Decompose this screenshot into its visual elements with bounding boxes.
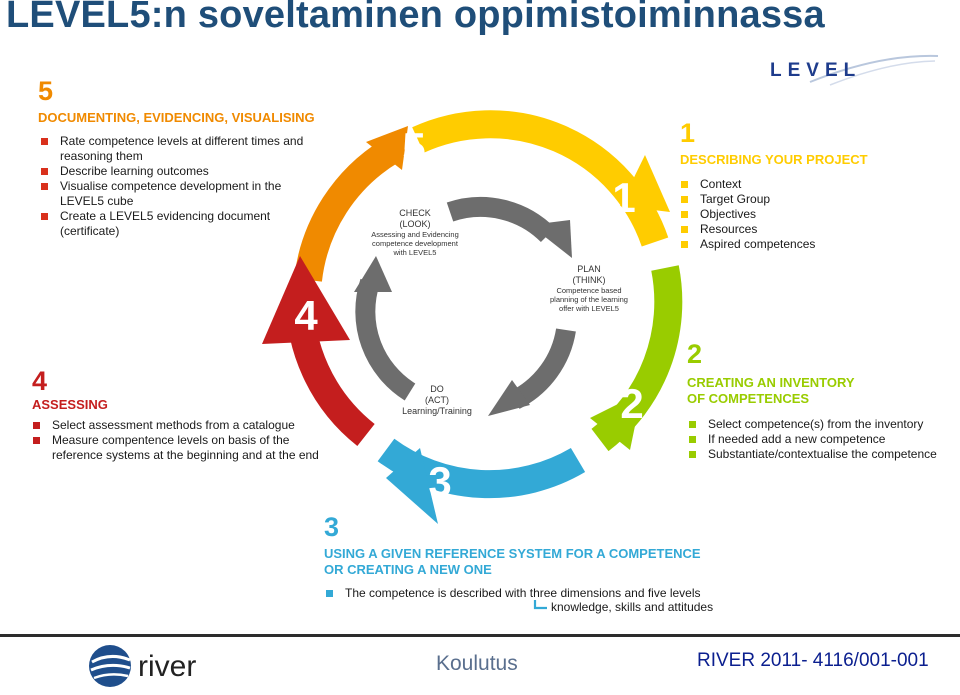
- plan-description: Competence based planning of the learning offer with LEVEL5: [550, 286, 628, 313]
- check-subtitle: (LOOK): [399, 219, 431, 229]
- section-2-heading-line1: CREATING AN INVENTORY: [687, 375, 855, 390]
- list-item: Context: [680, 177, 900, 192]
- section-3-heading-line1: USING A GIVEN REFERENCE SYSTEM FOR A COMPETENCE: [324, 546, 701, 561]
- section-3-heading-line2: OR CREATING A NEW ONE: [324, 562, 492, 577]
- footer-project-code: RIVER 2011- 4116/001-001: [697, 650, 929, 671]
- section-5-number: 5: [38, 76, 54, 106]
- inner-arrow-check-to-plan-head: [530, 220, 572, 258]
- do-subtitle: (ACT): [425, 395, 449, 405]
- section-2-heading: [687, 375, 855, 407]
- list-item: Measure compentence levels on basis of the reference systems at the beginning and at the end: [32, 433, 332, 463]
- section-5-heading: DOCUMENTING, EVIDENCING, VISUALISING: [38, 110, 315, 125]
- footer-center-text: Koulutus: [436, 652, 518, 675]
- cycle-step-5: 5: [402, 124, 426, 171]
- cycle-step-3: 3: [428, 458, 452, 505]
- list-item: Substantiate/contextualise the competence: [688, 447, 948, 462]
- list-item: Select competence(s) from the inventory: [688, 417, 948, 432]
- list-item: Resources: [680, 222, 900, 237]
- section-4-number: 4: [32, 366, 48, 396]
- plan-label: [548, 264, 630, 313]
- do-description: Learning/Training: [402, 406, 472, 416]
- do-title: DO: [430, 384, 444, 394]
- plan-title: PLAN: [577, 264, 601, 274]
- river-logo-text: river: [138, 650, 197, 683]
- section-3-subitem: knowledge, skills and attitudes: [551, 600, 714, 614]
- list-item: Aspired competences: [680, 237, 900, 252]
- list-item: If needed add a new competence: [688, 432, 948, 447]
- check-title: CHECK: [399, 208, 431, 218]
- inner-arrow-do-to-check: [365, 282, 410, 392]
- list-item: Rate competence levels at different times and reasoning them: [40, 134, 310, 164]
- do-label: [396, 384, 478, 417]
- list-item: Visualise competence development in the LEVEL5 cube: [40, 179, 310, 209]
- cycle-step-2: 2: [620, 380, 644, 427]
- list-item: Objectives: [680, 207, 900, 222]
- inner-arrow-do-to-check-head: [354, 256, 392, 292]
- list-item: Select assessment methods from a catalogue: [32, 418, 332, 433]
- subitem-connector: [533, 600, 549, 612]
- section-5-list: [40, 134, 310, 239]
- section-3-heading: [324, 546, 701, 578]
- section-4-list: [32, 418, 332, 463]
- section-3-list: [325, 586, 745, 601]
- list-item: Target Group: [680, 192, 900, 207]
- section-2-list: [688, 417, 948, 462]
- river-logo: [86, 640, 226, 692]
- section-1-heading: DESCRIBING YOUR PROJECT: [680, 152, 868, 167]
- list-item: Create a LEVEL5 evidencing document (certificate): [40, 209, 310, 239]
- section-3-number: 3: [324, 512, 340, 542]
- level5-logo-text: LEVEL: [770, 60, 862, 81]
- cycle-step-1: 1: [612, 174, 636, 221]
- list-item: Describe learning outcomes: [40, 164, 310, 179]
- check-label: [365, 208, 465, 257]
- inner-arrow-plan-to-do: [515, 330, 566, 400]
- section-1-number: 1: [680, 118, 696, 148]
- section-2-heading-line2: OF COMPETENCES: [687, 391, 810, 406]
- plan-subtitle: (THINK): [572, 275, 606, 285]
- section-4-heading: ASSESSING: [32, 397, 108, 412]
- check-description: Assessing and Evidencing competence development with LEVEL5: [371, 230, 459, 257]
- cycle-step-4: 4: [294, 292, 318, 339]
- footer-divider: [0, 634, 960, 637]
- page-title: LEVEL5:n soveltaminen oppimistoiminnassa: [6, 0, 825, 36]
- section-2-number: 2: [687, 339, 703, 369]
- section-1-list: [680, 177, 900, 252]
- list-item: The competence is described with three dimensions and five levels: [325, 586, 745, 601]
